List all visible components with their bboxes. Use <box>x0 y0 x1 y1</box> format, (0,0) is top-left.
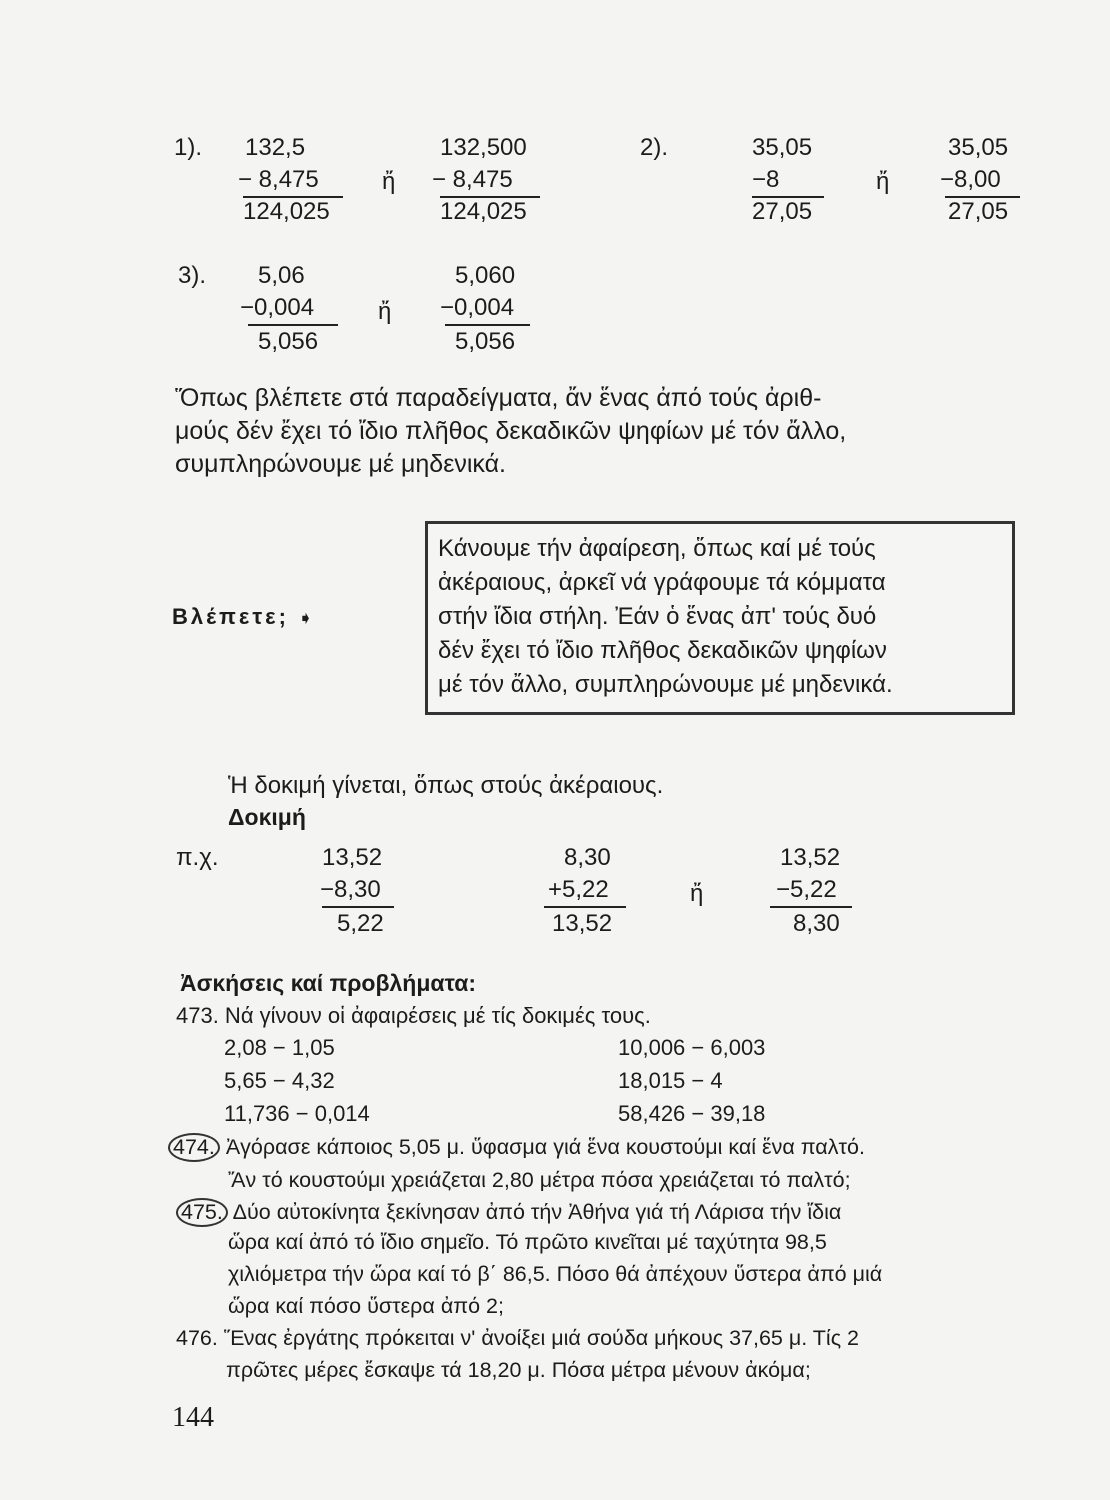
ex3-a-rule <box>248 324 338 326</box>
problem-474-line-1 <box>168 1133 865 1162</box>
problem-476-line-2: πρῶτες μέρες ἔσκαψε τά 18,20 μ. Πόσα μέτρα μένουν ἀκόμα; <box>226 1358 811 1382</box>
problem-475-line-1 <box>176 1198 841 1227</box>
ex2-b-sub: −8,00 <box>940 166 1001 193</box>
ex2-or: ἤ <box>876 168 890 195</box>
ex1-a-sub: − 8,475 <box>238 166 319 193</box>
example-1-label: 1). <box>174 134 203 161</box>
check-heading: Δοκιμή <box>228 804 306 830</box>
check-or: ἤ <box>690 880 704 907</box>
check-b-rule <box>544 906 626 908</box>
check-c-rule <box>770 906 852 908</box>
op-right-2: 18,015 − 4 <box>618 1068 723 1093</box>
check-c-top: 13,52 <box>780 844 841 871</box>
ex3-a-top: 5,06 <box>258 262 305 289</box>
rule-box-line-3: στήν ἴδια στήλη. Ἐάν ὁ ἕνας ἀπ' τούς δυό <box>438 603 877 630</box>
problem-474-number: 474. <box>168 1133 220 1162</box>
example-3-label: 3). <box>178 262 207 289</box>
problem-475-number: 475. <box>176 1198 228 1227</box>
ex3-a-res: 5,056 <box>258 328 319 355</box>
check-b-sub: +5,22 <box>548 876 609 903</box>
ex2-a-top: 35,05 <box>752 134 813 161</box>
ex3-b-res: 5,056 <box>455 328 516 355</box>
check-a-sub: −8,30 <box>320 876 381 903</box>
ex3-b-sub: −0,004 <box>440 294 515 321</box>
rule-box-line-4: δέν ἔχει τό ἴδιο πλῆθος δεκαδικῶν ψηφίων <box>438 637 887 664</box>
check-c-res: 8,30 <box>793 910 840 937</box>
explanation-paragraph <box>175 382 1020 481</box>
ex1-b-res: 124,025 <box>440 198 527 225</box>
paragraph-line-2: μούς δέν ἔχει τό ἴδιο πλῆθος δεκαδικῶν ψηφίων μέ τόν ἄλλο, <box>175 417 847 445</box>
problem-475-line-4: ὥρα καί πόσο ὕστερα ἀπό 2; <box>228 1294 504 1318</box>
problem-475-text-1: Δύο αὐτοκίνητα ξεκίνησαν ἀπό τήν Ἀθήνα γιά τή Λάρισα τήν ἴδια <box>232 1200 842 1224</box>
check-c-sub: −5,22 <box>776 876 837 903</box>
ex1-b-sub: − 8,475 <box>432 166 513 193</box>
op-right-1: 10,006 − 6,003 <box>618 1035 766 1060</box>
check-a-res: 5,22 <box>337 910 384 937</box>
op-left-3: 11,736 − 0,014 <box>224 1101 370 1126</box>
check-a-rule <box>322 906 394 908</box>
exercises-heading: Ἀσκήσεις καί προβλήματα: <box>180 970 476 996</box>
ex3-a-sub: −0,004 <box>240 294 315 321</box>
problem-475-line-2: ὥρα καί ἀπό τό ἴδιο σημεῖο. Τό πρῶτο κινεῖται μέ ταχύτητα 98,5 <box>228 1230 827 1254</box>
problem-474-text-1: Ἀγόρασε κάποιος 5,05 μ. ὕφασμα γιά ἕνα κουστούμι καί ἕνα παλτό. <box>225 1135 865 1159</box>
see-label-text: Βλέπετε; <box>172 604 289 629</box>
ex3-b-rule <box>445 324 530 326</box>
rule-box-line-5: μέ τόν ἄλλο, συμπληρώνουμε μέ μηδενικά. <box>438 671 893 698</box>
paragraph-line-3: συμπληρώνουμε μέ μηδενικά. <box>175 450 506 478</box>
check-intro: Ἡ δοκιμή γίνεται, ὅπως στούς ἀκέραιους. <box>228 772 664 799</box>
ex1-a-top: 132,5 <box>245 134 306 161</box>
ex2-b-top: 35,05 <box>948 134 1009 161</box>
rule-box-line-2: ἀκέραιους, ἀρκεῖ νά γράφουμε τά κόμματα <box>438 569 886 596</box>
ex2-a-res: 27,05 <box>752 198 813 225</box>
ex1-or: ἤ <box>382 168 396 195</box>
page-number: 144 <box>172 1402 214 1433</box>
check-b-top: 8,30 <box>564 844 611 871</box>
check-eg-label: π.χ. <box>176 844 219 871</box>
arrow-icon: ➧ <box>298 608 317 628</box>
ex1-a-res: 124,025 <box>243 198 330 225</box>
ex3-or: ἤ <box>378 298 392 325</box>
check-b-res: 13,52 <box>552 910 613 937</box>
op-left-1: 2,08 − 1,05 <box>224 1035 335 1060</box>
ex2-b-res: 27,05 <box>948 198 1009 225</box>
see-label <box>172 604 316 630</box>
op-right-3: 58,426 − 39,18 <box>618 1101 766 1126</box>
problem-474-line-2: Ἄν τό κουστούμι χρειάζεται 2,80 μέτρα πόσα χρειάζεται τό παλτό; <box>228 1168 851 1192</box>
example-2-label: 2). <box>640 134 669 161</box>
ex2-a-sub: −8 <box>752 166 780 193</box>
problem-476-line-1: 476. Ἕνας ἐργάτης πρόκειται ν' ἀνοίξει μιά σούδα μήκους 37,65 μ. Τίς 2 <box>176 1326 859 1350</box>
op-left-2: 5,65 − 4,32 <box>224 1068 335 1093</box>
paragraph-line-1: Ὅπως βλέπετε στά παραδείγματα, ἄν ἕνας ἀπό τούς ἀριθ- <box>175 384 822 412</box>
ex1-b-top: 132,500 <box>440 134 527 161</box>
rule-box-line-1: Κάνουμε τήν ἀφαίρεση, ὅπως καί μέ τούς <box>438 535 876 562</box>
check-a-top: 13,52 <box>322 844 383 871</box>
problem-473: 473. Νά γίνουν οἱ ἀφαιρέσεις μέ τίς δοκιμές τους. <box>176 1003 651 1028</box>
ex3-b-top: 5,060 <box>455 262 516 289</box>
rule-box <box>425 521 1015 715</box>
problem-475-line-3: χιλιόμετρα τήν ὥρα καί τό β΄ 86,5. Πόσο θά ἀπέχουν ὕστερα ἀπό μιά <box>228 1262 883 1286</box>
